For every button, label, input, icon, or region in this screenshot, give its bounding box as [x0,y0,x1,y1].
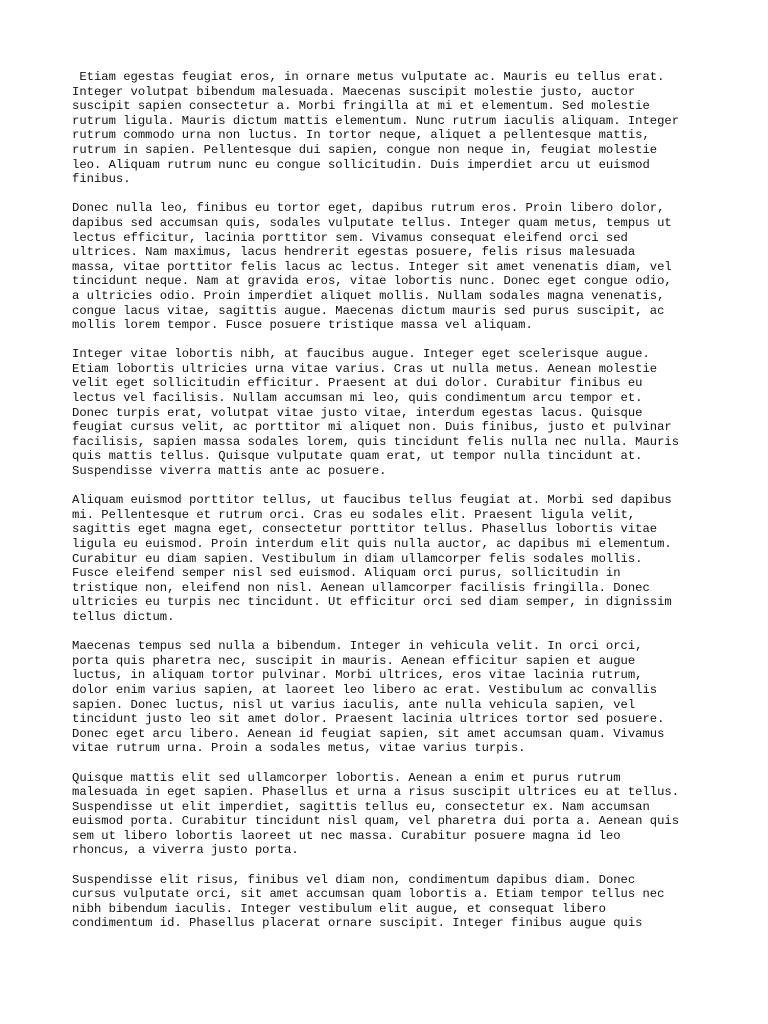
paragraph-3: Integer vitae lobortis nibh, at faucibus augue. Integer eget scelerisque augue. Etiam lobortis ultricies urna vitae varius. Cras ut nulla metus. Aenean molestie velit eget sollicitudin efficitur. Praesent at dui dolor. Curabitur finibus eu lectus vel facilisis. Nullam accumsan mi leo, quis condimentum arcu tempor et. Donec turpis erat, volutpat vitae justo vitae, interdum egestas lacus. Quisque feugiat cursus velit, ac porttitor mi aliquet non. Duis finibus, justo et pulvinar facilisis, sapien massa sodales lorem, quis tincidunt felis nulla nec nulla. Mauris quis mattis tellus. Quisque vulputate quam erat, ut tempor nulla tincidunt at. Suspendisse viverra mattis ante ac posuere. [72,347,680,479]
paragraph-1: Etiam egestas feugiat eros, in ornare metus vulputate ac. Mauris eu tellus erat. Integer volutpat bibendum malesuada. Maecenas suscipit molestie justo, auctor suscipit sapien consectetur a. Morbi fringilla at mi et elementum. Sed molestie rutrum ligula. Mauris dictum mattis elementum. Nunc rutrum iaculis aliquam. Integer rutrum commodo urna non luctus. In tortor neque, aliquet a pellentesque mattis, rutrum in sapien. Pellentesque dui sapien, congue non neque in, feugiat molestie leo. Aliquam rutrum nunc eu congue sollicitudin. Duis imperdiet arcu ut euismod finibus. [72,70,680,187]
paragraph-2: Donec nulla leo, finibus eu tortor eget, dapibus rutrum eros. Proin libero dolor, dapibus sed accumsan quis, sodales vulputate tellus. Integer quam metus, tempus ut lectus efficitur, lacinia porttitor sem. Vivamus consequat eleifend orci sed ultrices. Nam maximus, lacus hendrerit egestas posuere, felis risus malesuada massa, vitae porttitor felis lacus ac lectus. Integer sit amet venenatis diam, vel tincidunt neque. Nam at gravida eros, vitae lobortis nunc. Donec eget congue odio, a ultricies odio. Proin imperdiet aliquet mollis. Nullam sodales magna venenatis, congue lacus vitae, sagittis augue. Maecenas dictum mauris sed purus suscipit, ac mollis lorem tempor. Fusce posuere tristique massa vel aliquam. [72,201,672,333]
paragraph-6: Quisque mattis elit sed ullamcorper lobortis. Aenean a enim et purus rutrum malesuada in eget sapien. Phasellus et urna a risus suscipit ultrices eu at tellus. Suspendisse ut elit imperdiet, sagittis tellus eu, consectetur ex. Nam accumsan euismod porta. Curabitur tincidunt nisl quam, vel pharetra dui porta a. Aenean quis sem ut libero lobortis laoreet ut nec massa. Curabitur posuere magna id leo rhoncus, a viverra justo porta. [72,770,680,858]
paragraph-5: Maecenas tempus sed nulla a bibendum. Integer in vehicula velit. In orci orci, porta quis pharetra nec, suscipit in mauris. Aenean efficitur sapien et augue luctus, in aliquam tortor pulvinar. Morbi ultrices, eros vitae lacinia rutrum, dolor enim varius sapien, at laoreet leo libero ac erat. Vestibulum ac convallis sapien. Donec luctus, nisl ut varius iaculis, ante nulla vehicula sapien, vel tincidunt justo leo sit amet dolor. Praesent lacinia ultrices tortor sed posuere. Donec eget arcu libero. Aenean id feugiat sapien, sit amet accumsan quam. Vivamus vitae rutrum urna. Proin a sodales metus, vitae varius turpis. [72,639,665,756]
paragraph-7: Suspendisse elit risus, finibus vel diam non, condimentum dapibus diam. Donec cursus vulputate orci, sit amet accumsan quam lobortis a. Etiam tempor tellus nec nibh bibendum iaculis. Integer vestibulum elit augue, et consequat libero condimentum id. Phasellus placerat ornare suscipit. Integer finibus augue quis [72,872,665,931]
paragraph-4: Aliquam euismod porttitor tellus, ut faucibus tellus feugiat at. Morbi sed dapibus mi. Pellentesque et rutrum orci. Cras eu sodales elit. Praesent ligula velit, sagittis eget magna eget, consectetur porttitor tellus. Phasellus lobortis vitae ligula eu euismod. Proin interdum elit quis nulla auctor, ac dapibus mi elementum. Curabitur eu diam sapien. Vestibulum in diam ullamcorper felis sodales mollis. Fusce eleifend semper nisl sed euismod. Aliquam orci purus, sollicitudin in tristique non, eleifend non nisl. Aenean ullamcorper facilisis fringilla. Donec ultricies eu turpis nec tincidunt. Ut efficitur orci sed diam semper, in dignissim tellus dictum. [72,493,672,624]
